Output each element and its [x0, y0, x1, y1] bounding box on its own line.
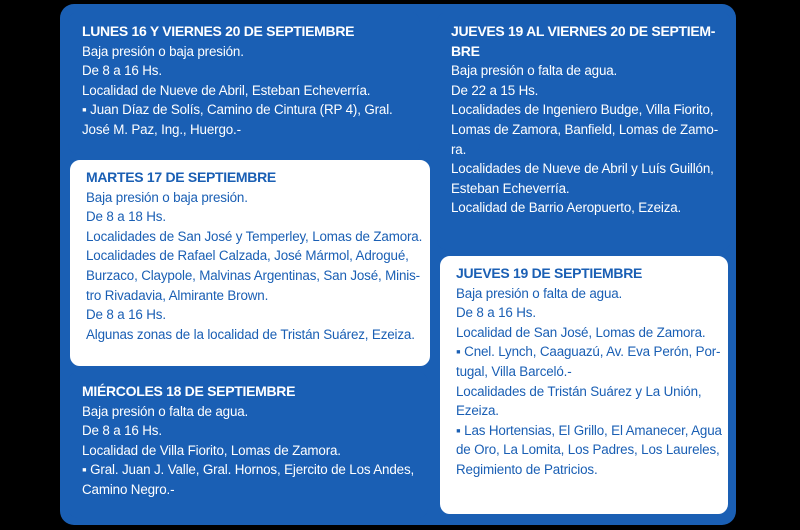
section-title: MIÉRCOLES 18 DE SEPTIEMBRE: [82, 383, 296, 399]
section-line: De 8 a 16 Hs.: [82, 423, 162, 439]
section-title: MARTES 17 DE SEPTIEMBRE: [86, 169, 276, 185]
section-line: Localidad de Nueve de Abril, Esteban Echeverría.: [82, 82, 371, 98]
section-line: De 8 a 16 Hs.: [86, 307, 166, 323]
section-line: Esteban Echeverría.: [451, 180, 570, 196]
section-wednesday: [68, 372, 428, 518]
section-line: Localidad de Villa Fiorito, Lomas de Zamora.: [82, 442, 341, 458]
section-line: ▪ Juan Díaz de Solís, Camino de Cintura (RP 4), Gral.: [82, 102, 393, 118]
section-title: LUNES 16 Y VIERNES 20 DE SEPTIEMBRE: [82, 23, 355, 39]
section-line: Lomas de Zamora, Banfield, Lomas de Zamo-: [451, 121, 718, 137]
section-line: José M. Paz, Ing., Huergo.-: [82, 121, 241, 137]
section-line: Baja presión o baja presión.: [86, 189, 248, 205]
section-thursday-friday: [437, 12, 731, 250]
section-line: ▪ Cnel. Lynch, Caaguazú, Av. Eva Perón, Por-: [456, 344, 721, 360]
section-line: Localidades de San José y Temperley, Lomas de Zamora.: [86, 228, 423, 244]
section-line: Localidades de Tristán Suárez y La Unión,: [456, 383, 702, 399]
section-line: Baja presión o falta de agua.: [451, 63, 618, 79]
section-line: Regimiento de Patricios.: [456, 461, 598, 477]
section-line: De 8 a 16 Hs.: [456, 305, 536, 321]
section-line: Localidades de Ingeniero Budge, Villa Fiorito,: [451, 102, 714, 118]
section-line: tugal, Villa Barceló.-: [456, 363, 572, 379]
section-line: tro Rivadavia, Almirante Brown.: [86, 287, 269, 303]
section-thursday: [440, 256, 728, 514]
section-line: Algunas zonas de la localidad de Tristán Suárez, Ezeiza.: [86, 326, 415, 342]
section-line: Localidades de Rafael Calzada, José Mármol, Adrogué,: [86, 248, 409, 264]
section-line: De 8 a 18 Hs.: [86, 209, 166, 225]
section-title: JUEVES 19 AL VIERNES 20 DE SEPTIEM-: [451, 23, 716, 39]
section-line: ra.: [451, 141, 467, 157]
section-title: JUEVES 19 DE SEPTIEMBRE: [456, 265, 643, 281]
section-monday-friday: [68, 12, 420, 154]
section-line: Localidades de Nueve de Abril y Luís Guillón,: [451, 161, 714, 177]
section-line: ▪ Las Hortensias, El Grillo, El Amanecer, Agua: [456, 422, 722, 438]
section-line: De 8 a 16 Hs.: [82, 63, 162, 79]
section-tuesday: [70, 160, 430, 366]
section-line: Baja presión o falta de agua.: [82, 403, 249, 419]
section-line: De 22 a 15 Hs.: [451, 82, 539, 98]
section-line: Baja presión o baja presión.: [82, 43, 244, 59]
section-line: Burzaco, Claypole, Malvinas Argentinas, San José, Minis-: [86, 267, 420, 283]
section-line: Ezeiza.: [456, 403, 499, 419]
section-line: Localidad de San José, Lomas de Zamora.: [456, 324, 706, 340]
section-line: Localidad de Barrio Aeropuerto, Ezeiza.: [451, 200, 682, 216]
section-title: BRE: [451, 42, 480, 59]
section-line: ▪ Gral. Juan J. Valle, Gral. Hornos, Ejercito de Los Andes,: [82, 462, 415, 478]
section-line: de Oro, La Lomita, Los Padres, Los Laureles,: [456, 442, 720, 458]
section-line: Baja presión o falta de agua.: [456, 285, 623, 301]
section-line: Camino Negro.-: [82, 481, 175, 497]
